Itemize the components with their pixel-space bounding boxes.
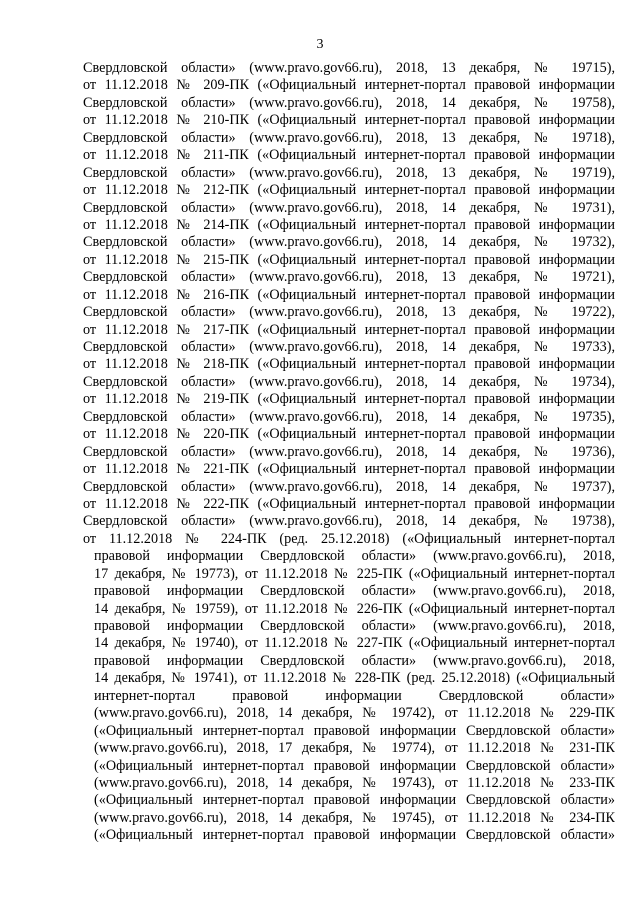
text-line: («Официальный интернет-портал правовой информации Свердловской области»: [94, 792, 615, 809]
text-line: (www.pravo.gov66.ru), 2018, 14 декабря, № 19745), от 11.12.2018 № 234-ПК: [94, 809, 615, 826]
text-line: (www.pravo.gov66.ru), 2018, 17 декабря, № 19774), от 11.12.2018 № 231-ПК: [94, 740, 615, 757]
text-line: от 11.12.2018 № 221-ПК («Официальный интернет-портал правовой информации: [83, 461, 615, 478]
text-line: от 11.12.2018 № 218-ПК («Официальный интернет-портал правовой информации: [83, 356, 615, 373]
text-line: от 11.12.2018 № 214-ПК («Официальный интернет-портал правовой информации: [83, 216, 615, 233]
text-line: от 11.12.2018 № 216-ПК («Официальный интернет-портал правовой информации: [83, 286, 615, 303]
text-line: от 11.12.2018 № 212-ПК («Официальный интернет-портал правовой информации: [83, 182, 615, 199]
text-line: 14 декабря, № 19740), от 11.12.2018 № 227-ПК («Официальный интернет-портал: [94, 635, 615, 652]
text-line: 14 декабря, № 19759), от 11.12.2018 № 226-ПК («Официальный интернет-портал: [94, 600, 615, 617]
text-line: от 11.12.2018 № 217-ПК («Официальный интернет-портал правовой информации: [83, 321, 615, 338]
text-line: Свердловской области» (www.pravo.gov66.ru), 2018, 14 декабря, № 19758),: [83, 94, 615, 111]
text-line: Свердловской области» (www.pravo.gov66.ru), 2018, 13 декабря, № 19719),: [83, 164, 615, 181]
page-number: 3: [316, 37, 324, 52]
text-line: от 11.12.2018 № 219-ПК («Официальный интернет-портал правовой информации: [83, 391, 615, 408]
text-line: Свердловской области» (www.pravo.gov66.ru), 2018, 14 декабря, № 19735),: [83, 408, 615, 425]
text-line: (www.pravo.gov66.ru), 2018, 14 декабря, № 19743), от 11.12.2018 № 233-ПК: [94, 774, 615, 791]
text-line: («Официальный интернет-портал правовой информации Свердловской области»: [94, 757, 615, 774]
text-line: от 11.12.2018 № 224-ПК (ред. 25.12.2018) («Официальный интернет-портал: [83, 530, 615, 547]
document-body-text: [83, 60, 615, 845]
text-line: от 11.12.2018 № 220-ПК («Официальный интернет-портал правовой информации: [83, 426, 615, 443]
text-line: правовой информации Свердловской области» (www.pravo.gov66.ru), 2018,: [94, 583, 615, 600]
text-line: от 11.12.2018 № 210-ПК («Официальный интернет-портал правовой информации: [83, 112, 615, 129]
text-line: правовой информации Свердловской области» (www.pravo.gov66.ru), 2018,: [94, 548, 615, 565]
text-line: Свердловской области» (www.pravo.gov66.ru), 2018, 13 декабря, № 19721),: [83, 269, 615, 286]
text-line: («Официальный интернет-портал правовой информации Свердловской области»: [94, 827, 615, 844]
text-line: Свердловской области» (www.pravo.gov66.ru), 2018, 14 декабря, № 19731),: [83, 199, 615, 216]
text-line: Свердловской области» (www.pravo.gov66.ru), 2018, 13 декабря, № 19718),: [83, 129, 615, 146]
text-line: от 11.12.2018 № 215-ПК («Официальный интернет-портал правовой информации: [83, 251, 615, 268]
text-line: Свердловской области» (www.pravo.gov66.ru), 2018, 13 декабря, № 19722),: [83, 304, 615, 321]
text-line: Свердловской области» (www.pravo.gov66.ru), 2018, 13 декабря, № 19715),: [83, 60, 615, 76]
text-line: («Официальный интернет-портал правовой информации Свердловской области»: [94, 722, 615, 739]
text-line: интернет-портал правовой информации Свердловской области»: [94, 687, 615, 704]
text-line: (www.pravo.gov66.ru), 2018, 14 декабря, № 19742), от 11.12.2018 № 229-ПК: [94, 705, 615, 722]
text-line: 17 декабря, № 19773), от 11.12.2018 № 225-ПК («Официальный интернет-портал: [94, 565, 615, 582]
text-line: от 11.12.2018 № 222-ПК («Официальный интернет-портал правовой информации: [83, 495, 615, 512]
text-line: Свердловской области» (www.pravo.gov66.ru), 2018, 14 декабря, № 19733),: [83, 339, 615, 355]
text-line: правовой информации Свердловской области» (www.pravo.gov66.ru), 2018,: [94, 618, 615, 634]
text-line: Свердловской области» (www.pravo.gov66.ru), 2018, 14 декабря, № 19736),: [83, 443, 615, 460]
text-line: Свердловской области» (www.pravo.gov66.ru), 2018, 14 декабря, № 19732),: [83, 234, 615, 251]
text-line: Свердловской области» (www.pravo.gov66.ru), 2018, 14 декабря, № 19734),: [83, 373, 615, 390]
text-line: Свердловской области» (www.pravo.gov66.ru), 2018, 14 декабря, № 19738),: [83, 513, 615, 530]
text-line: 14 декабря, № 19741), от 11.12.2018 № 228-ПК (ред. 25.12.2018) («Официальный: [94, 670, 615, 687]
text-line: Свердловской области» (www.pravo.gov66.ru), 2018, 14 декабря, № 19737),: [83, 478, 615, 495]
text-line: правовой информации Свердловской области» (www.pravo.gov66.ru), 2018,: [94, 652, 615, 669]
text-line: от 11.12.2018 № 209-ПК («Официальный интернет-портал правовой информации: [83, 77, 615, 94]
text-line: от 11.12.2018 № 211-ПК («Официальный интернет-портал правовой информации: [83, 147, 615, 164]
